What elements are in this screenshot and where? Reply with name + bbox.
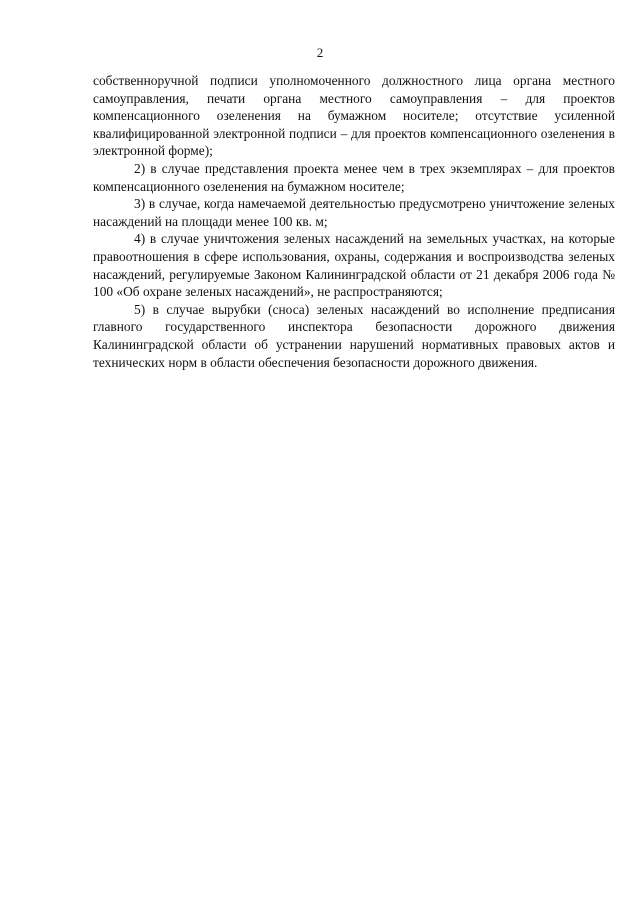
paragraph-item-5: 5) в случае вырубки (сноса) зеленых насаждений во исполнение предписания главного государственного инспектора безопасности дорожного движения Калининградской области об устранении нарушений нормативных правовых актов и технических норм в области обеспечения безопасности дорожного движения.: [93, 301, 615, 370]
paragraph-item-4: 4) в случае уничтожения зеленых насаждений на земельных участках, на которые правоотношения в сфере использования, охраны, содержания и воспроизводства зеленых насаждений, регулируемые Законом Калининградской области от 21 декабря 2006 года № 100 «Об охране зеленых насаждений», не распространяются;: [93, 231, 615, 300]
page-number: 2: [316, 45, 324, 60]
paragraph-continuation: собственноручной подписи уполномоченного должностного лица органа местного самоуправления, печати органа местного самоуправления – для проектов компенсационного озеленения на бумажном носителе; отсутствие усиленной квалифицированной электронной подписи – для проектов компенсационного озеленения в электронной форме);: [93, 73, 615, 159]
document-body: [93, 72, 615, 371]
paragraph-item-3: 3) в случае, когда намечаемой деятельностью предусмотрено уничтожение зеленых насаждений на площади менее 100 кв. м;: [93, 196, 615, 229]
paragraph-item-2: 2) в случае представления проекта менее чем в трех экземплярах – для проектов компенсационного озеленения на бумажном носителе;: [93, 160, 615, 194]
